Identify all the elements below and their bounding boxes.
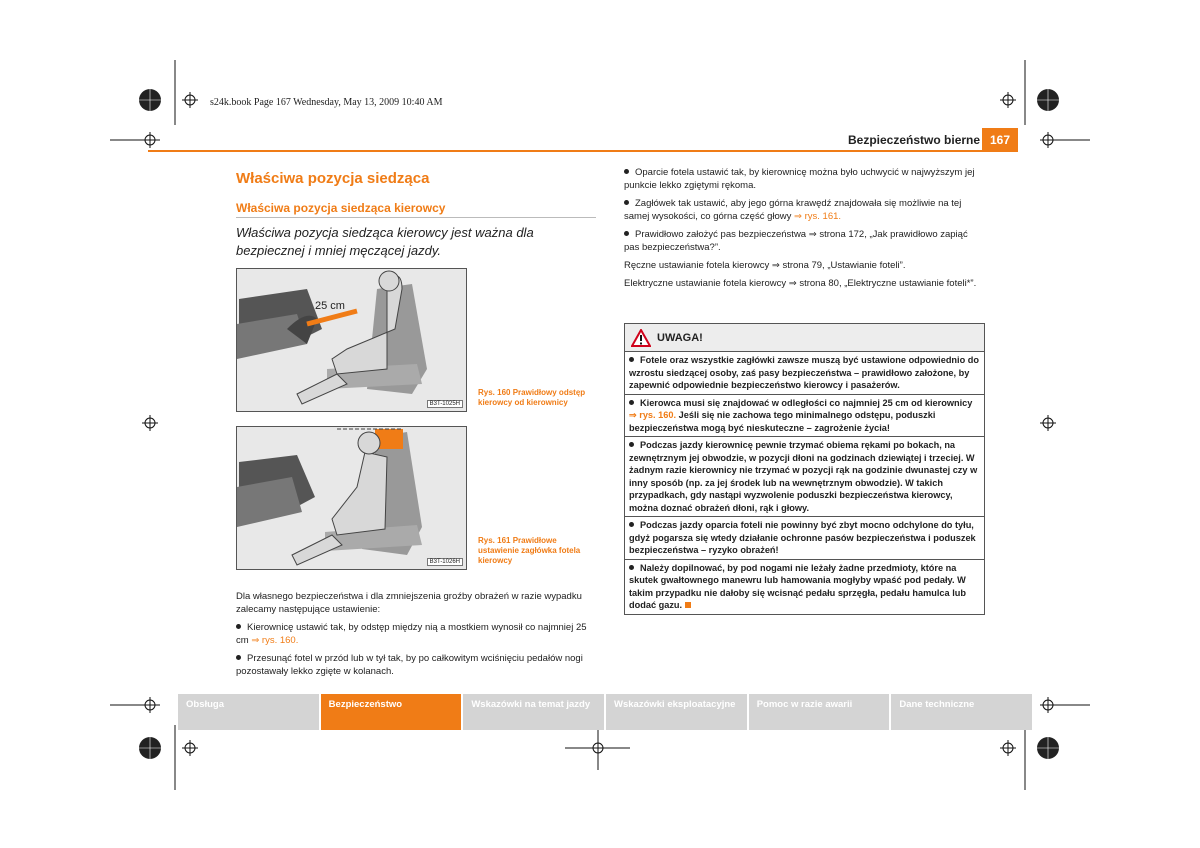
- list-item: [624, 228, 984, 254]
- section-subtitle: Właściwa pozycja siedząca kierowcy: [236, 201, 596, 218]
- chapter-tabs: [178, 694, 1032, 730]
- figure-160: [236, 268, 467, 412]
- warning-item: [625, 517, 984, 560]
- section-title: Właściwa pozycja siedząca: [236, 170, 430, 187]
- warning-item-text: Jeśli się nie zachowa tego minimalnego odstępu, poduszki bezpieczeństwa mogą być nieskuteczne – zagrożenie życia!: [629, 410, 936, 433]
- warning-item: [625, 437, 984, 517]
- tab-wskazowki-jazdy[interactable]: Wskazówki na temat jazdy: [463, 694, 604, 730]
- bullet-icon: [629, 565, 634, 570]
- tab-wskazowki-eksploatacyjne[interactable]: Wskazówki eksploatacyjne: [606, 694, 747, 730]
- tab-bezpieczenstwo[interactable]: Bezpieczeństwo: [321, 694, 462, 730]
- left-column: [236, 170, 596, 270]
- section-intro: Właściwa pozycja siedząca kierowcy jest ważna dla bezpiecznej i mniej męczącej jazdy.: [236, 225, 534, 258]
- warning-item: [625, 395, 984, 438]
- list-item-text: Zagłówek tak ustawić, aby jego górna krawędź znajdowała się możliwie na tej samej wysokości, co górna część głowy: [624, 198, 962, 222]
- electric-seat-paragraph: Elektryczne ustawianie fotela kierowcy ⇒ strona 80, „Elektryczne ustawianie foteli*”.: [624, 278, 977, 289]
- warning-box: [624, 323, 985, 615]
- warning-item-text: Kierowca musi się znajdować w odległości co najmniej 25 cm od kierownicy: [640, 397, 973, 408]
- figure-160-caption: Rys. 160 Prawidłowy odstęp kierowcy od kierownicy: [478, 388, 586, 407]
- bullet-icon: [629, 357, 634, 362]
- manual-seat-paragraph: Ręczne ustawianie fotela kierowcy ⇒ strona 79, „Ustawianie foteli”.: [624, 260, 906, 271]
- warning-item-text: Podczas jazdy oparcia foteli nie powinny być zbyt mocno odchylone do tyłu, gdyż pogarsza się wtedy działanie ochronne pasów bezpieczeństwa i poduszek bezpieczeństwa – ryzyko obrażeń!: [629, 520, 976, 555]
- end-of-section-icon: [685, 602, 691, 608]
- tab-pomoc[interactable]: Pomoc w razie awarii: [749, 694, 890, 730]
- list-item: [624, 166, 984, 192]
- driver-distance-illustration: [237, 269, 466, 411]
- warning-item-text: Fotele oraz wszystkie zagłówki zawsze muszą być ustawione odpowiednio do wzrostu siedzącej osoby, zaś pasy bezpieczeństwa – prawidłowo założone, by zapewnić odpowiednie bezpieczeństwo kierowcy i pasażerów.: [629, 355, 979, 390]
- list-item: [236, 621, 596, 647]
- figure-161-caption: Rys. 161 Prawidłowe ustawienie zagłówka fotela kierowcy: [478, 536, 581, 565]
- warning-item-text: Podczas jazdy kierownicę pewnie trzymać obiema rękami po bokach, na zewnętrznym jej obwodzie, w pozycji dłoni na godzinach dziewiątej i trzeciej. W żadnym razie kierownicy nie trzymać w pozycji rąk na godzinie dwunastej czy w inny sposób (np. za jej środek lub na wewnętrznym obwodzie). W takich przypadkach, gdy nastąpi wyzwolenie poduszki bezpieczeństwa kierowcy, można doznać obrażeń dłoni, rąk i głowy.: [629, 440, 978, 513]
- left-body: [236, 590, 596, 683]
- list-item-text: Przesunąć fotel w przód lub w tył tak, by po całkowitym wciśnięciu pedałów nogi pozostawały lekko zgięte w kolanach.: [236, 653, 583, 677]
- header-title: Bezpieczeństwo bierne: [848, 133, 981, 147]
- warning-item: [625, 352, 984, 395]
- bullet-icon: [629, 522, 634, 527]
- bullet-icon: [629, 442, 634, 447]
- list-item: [624, 197, 984, 223]
- tab-dane-techniczne[interactable]: Dane techniczne: [891, 694, 1032, 730]
- header-rule: [148, 150, 984, 152]
- headrest-illustration: [237, 427, 466, 569]
- intro-paragraph: Dla własnego bezpieczeństwa i dla zmniejszenia groźby obrażeń w razie wypadku zalecamy następujące ustawienie:: [236, 591, 582, 615]
- warning-title: UWAGA!: [657, 331, 703, 344]
- tab-obsluga[interactable]: Obsługa: [178, 694, 319, 730]
- figure-link[interactable]: ⇒ rys. 160.: [251, 635, 299, 646]
- list-item-text: Oparcie fotela ustawić tak, by kierownicę można było uchwycić w najwyższym jej punkcie lekko zgiętymi rękoma.: [624, 167, 975, 191]
- figure-code: B3T-1025H: [427, 400, 463, 408]
- figure-code: B3T-1026H: [427, 558, 463, 566]
- figure-161: [236, 426, 467, 570]
- print-line: s24k.book Page 167 Wednesday, May 13, 2009 10:40 AM: [210, 97, 443, 108]
- list-item-text: Prawidłowo założyć pas bezpieczeństwa ⇒ strona 172, „Jak prawidłowo zapiąć pas bezpieczeństwa?”.: [624, 229, 968, 253]
- page-number: 167: [982, 128, 1018, 152]
- warning-header: [625, 324, 984, 352]
- list-item: [236, 652, 596, 678]
- figure-link[interactable]: ⇒ rys. 160.: [629, 410, 677, 420]
- distance-label: 25 cm: [315, 300, 345, 312]
- bullet-icon: [236, 624, 241, 629]
- bullet-icon: [629, 400, 634, 405]
- bullet-icon: [624, 231, 629, 236]
- bullet-icon: [624, 169, 629, 174]
- bullet-icon: [236, 655, 241, 660]
- figure-link[interactable]: ⇒ rys. 161.: [794, 211, 842, 222]
- warning-item: [625, 560, 984, 614]
- warning-triangle-icon: [631, 329, 651, 347]
- right-column: [624, 166, 984, 295]
- warning-item-text: Należy dopilnować, by pod nogami nie leżały żadne przedmioty, które na skutek gwałtownego manewru lub hamowania mogłyby wpaść pod pedały. W takim przypadku nie dałoby się wcisnąć pedału sprzęgła, pedału hamulca lub dodać gazu.: [629, 562, 966, 610]
- bullet-icon: [624, 200, 629, 205]
- list-item-text: Kierownicę ustawić tak, by odstęp między nią a mostkiem wynosił co najmniej 25 cm: [236, 622, 587, 646]
